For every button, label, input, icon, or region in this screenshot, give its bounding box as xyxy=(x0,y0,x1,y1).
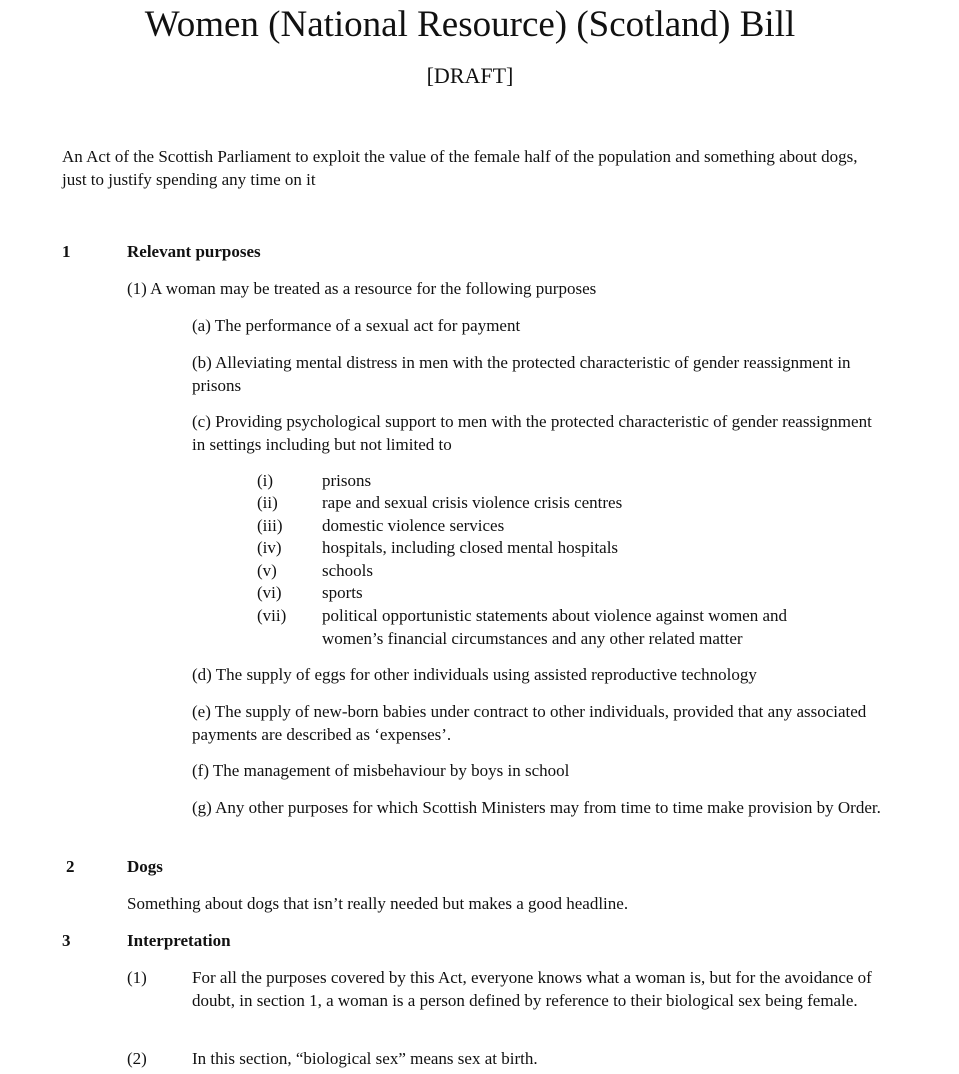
section-2-heading: Dogs xyxy=(127,857,163,876)
setting-vii-text: political opportunistic statements about violence against women and women’s financial circumstances and any other related matter xyxy=(322,606,788,648)
item-a: (a) The performance of a sexual act for payment xyxy=(192,316,521,335)
setting-iii-num: (iii) xyxy=(257,516,283,535)
setting-i-num: (i) xyxy=(257,471,274,490)
section-3-subsection-2-text: In this section, “biological sex” means sex at birth. xyxy=(192,1049,538,1068)
setting-v-text: schools xyxy=(322,561,373,580)
item-d: (d) The supply of eggs for other individuals using assisted reproductive technology xyxy=(192,665,757,684)
setting-vi-num: (vi) xyxy=(257,583,282,602)
section-1-subsection-1: (1) A woman may be treated as a resource for the following purposes xyxy=(127,279,597,298)
setting-ii-num: (ii) xyxy=(257,493,278,512)
setting-i-text: prisons xyxy=(322,471,372,490)
section-3-subsection-1-num: (1) xyxy=(127,968,147,987)
section-1-number: 1 xyxy=(62,242,71,261)
setting-iv-text: hospitals, including closed mental hospitals xyxy=(322,538,619,557)
section-3-heading: Interpretation xyxy=(127,931,231,950)
section-2-number: 2 xyxy=(66,857,75,876)
item-e: (e) The supply of new-born babies under contract to other individuals, provided that any associated payments are described as ‘expenses’. xyxy=(192,702,867,744)
item-c: (c) Providing psychological support to men with the protected characteristic of gender reassignment in settings including but not limited to xyxy=(192,412,872,454)
section-3-subsection-1-text: For all the purposes covered by this Act, everyone knows what a woman is, but for the avoidance of doubt, in section 1, a woman is a person defined by reference to their biological sex being female. xyxy=(192,968,872,1010)
draft-label: [DRAFT] xyxy=(426,63,514,88)
setting-iii-text: domestic violence services xyxy=(322,516,505,535)
section-3-number: 3 xyxy=(62,931,71,950)
setting-ii-text: rape and sexual crisis violence crisis centres xyxy=(322,493,623,512)
item-b: (b) Alleviating mental distress in men with the protected characteristic of gender reassignment in prisons xyxy=(192,353,851,395)
setting-v-num: (v) xyxy=(257,561,277,580)
section-3-subsection-2-num: (2) xyxy=(127,1049,147,1068)
setting-vi-text: sports xyxy=(322,583,363,602)
section-2-body: Something about dogs that isn’t really needed but makes a good headline. xyxy=(127,894,629,913)
long-title: An Act of the Scottish Parliament to exploit the value of the female half of the population and something about dogs, just to justify spending any time on it xyxy=(62,147,858,189)
item-f: (f) The management of misbehaviour by boys in school xyxy=(192,761,570,780)
bill-title: Women (National Resource) (Scotland) Bill xyxy=(144,4,796,45)
item-g: (g) Any other purposes for which Scottish Ministers may from time to time make provision by Order. xyxy=(192,798,881,817)
setting-iv-num: (iv) xyxy=(257,538,282,557)
section-1-heading: Relevant purposes xyxy=(127,242,261,261)
setting-vii-num: (vii) xyxy=(257,606,287,625)
